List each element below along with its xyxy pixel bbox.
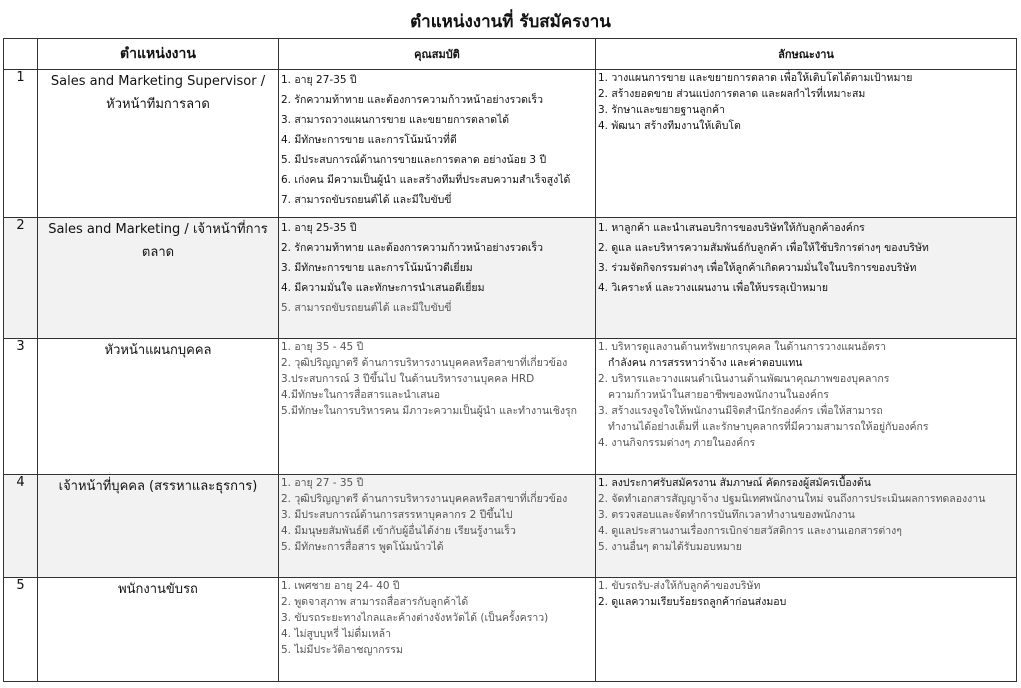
list-item: กำลังคน การสรรหาว่าจ้าง และค่าตอบแทน: [608, 357, 803, 369]
list-item: 2. วุฒิปริญญาตรี ด้านการบริหารงานบุคคลหรือสาขาที่เกี่ยวข้อง: [281, 493, 568, 505]
list-item: 3. ขับรถระยะทางไกลและค้างต่างจังหวัดได้ (เป็นครั้งคราว): [281, 612, 549, 624]
list-item: 3. ตรวจสอบและจัดทำการบันทึกเวลาทำงานของพนักงาน: [598, 509, 855, 521]
position-name: Sales and Marketing Supervisor / หัวหน้าทีมการลาด: [38, 70, 279, 218]
list-item: 1. เพศชาย อายุ 24- 40 ปี: [281, 580, 400, 592]
list-item: 1. อายุ 27 - 35 ปี: [281, 477, 364, 489]
list-item: 2. สร้างยอดขาย ส่วนแบ่งการตลาด และผลกำไรที่เหมาะสม: [598, 88, 866, 100]
duties-list: [596, 218, 1017, 339]
list-item: 1. อายุ 25-35 ปี: [281, 222, 357, 234]
list-item: 2. รักความท้าทาย และต้องการความก้าวหน้าอย่างรวดเร็ว: [281, 242, 544, 254]
list-item: 1. วางแผนการขาย และขยายการตลาด เพื่อให้เติบโตได้ตามเป้าหมาย: [598, 72, 913, 84]
qualifications-list: [279, 578, 596, 682]
qualifications-list: [279, 475, 596, 578]
list-item: 3. รักษาและขยายฐานลูกค้า: [598, 104, 725, 116]
list-item: 2. จัดทำเอกสารสัญญาจ้าง ปฐมนิเทศพนักงานใหม่ จนถึงการประเมินผลการทดลองงาน: [598, 493, 986, 505]
list-item: 2. รักความท้าทาย และต้องการความก้าวหน้าอย่างรวดเร็ว: [281, 94, 544, 106]
list-item: 5.มีทักษะในการบริหารคน มีภาวะความเป็นผู้นำ และทำงานเชิงรุก: [281, 405, 577, 417]
list-item: 2. วุฒิปริญญาตรี ด้านการบริหารงานบุคคลหรือสาขาที่เกี่ยวข้อง: [281, 357, 568, 369]
job-openings-table: [3, 38, 1017, 682]
list-item: 4. ไม่สูบบุหรี่ ไม่ดื่มเหล้า: [281, 628, 391, 640]
qualifications-list: [279, 218, 596, 339]
list-item: 4. มีความมั่นใจ และทักษะการนำเสนอดีเยี่ยม: [281, 282, 485, 294]
list-item: 3. สร้างแรงจูงใจให้พนักงานมีจิตสำนึกรักองค์กร เพื่อให้สามารถ: [598, 405, 883, 417]
list-item: 2. พูดจาสุภาพ สามารถสื่อสารกับลูกค้าได้: [281, 596, 469, 608]
list-item: 5. มีประสบการณ์ด้านการขายและการตลาด อย่างน้อย 3 ปี: [281, 154, 547, 166]
list-item: 1. ลงประกาศรับสมัครงาน สัมภาษณ์ คัดกรองผู้สมัครเบื้องต้น: [598, 477, 871, 489]
qualifications-list: [279, 339, 596, 475]
position-name: เจ้าหน้าที่บุคคล (สรรหาและธุรการ): [38, 475, 279, 578]
list-item: 5. สามารถขับรถยนต์ได้ และมีใบขับขี่: [281, 302, 452, 314]
list-item: 7. สามารถขับรถยนต์ได้ และมีใบขับขี่: [281, 194, 452, 206]
list-item: 4. ดูแลประสานงานเรื่องการเบิกจ่ายสวัสดิการ และงานเอกสารต่างๆ: [598, 525, 902, 537]
list-item: 2. ดูแลความเรียบร้อยรถลูกค้าก่อนส่งมอบ: [598, 596, 787, 608]
list-item: 2. บริหารและวางแผนดำเนินงานด้านพัฒนาคุณภาพของบุคลากร: [598, 373, 890, 385]
list-item: ทำงานได้อย่างเต็มที่ และรักษาบุคลากรที่มีความสามารถให้อยู่กับองค์กร: [608, 421, 929, 433]
list-item: 5. ไม่มีประวัติอาชญากรรม: [281, 644, 403, 656]
table-row: [4, 578, 1017, 682]
table-row: [4, 339, 1017, 475]
list-item: 1. หาลูกค้า และนำเสนอบริการของบริษัทให้กับลูกค้าองค์กร: [598, 222, 865, 234]
list-item: 5. งานอื่นๆ ตามได้รับมอบหมาย: [598, 541, 742, 553]
row-number: 4: [4, 475, 38, 578]
list-item: 5. มีทักษะการสื่อสาร พูดโน้มน้าวได้: [281, 541, 444, 553]
list-item: 3. ร่วมจัดกิจกรรมต่างๆ เพื่อให้ลูกค้าเกิดความมั่นใจในบริการของบริษัท: [598, 262, 917, 274]
list-item: 3. มีประสบการณ์ด้านการสรรหาบุคลากร 2 ปีขึ้นไป: [281, 509, 513, 521]
list-item: 1. อายุ 35 - 45 ปี: [281, 341, 364, 353]
header-number: [4, 39, 38, 70]
duties-list: [596, 339, 1017, 475]
duties-list: [596, 578, 1017, 682]
row-number: 5: [4, 578, 38, 682]
list-item: 1. บริหารดูแลงานด้านทรัพยากรบุคคล ในด้านการวางแผนอัตรา: [598, 341, 887, 353]
list-item: 4. วิเคราะห์ และวางแผนงาน เพื่อให้บรรลุเป้าหมาย: [598, 282, 828, 294]
list-item: 4. มีมนุษยสัมพันธ์ดี เข้ากับผู้อื่นได้ง่าย เรียนรู้งานเร็ว: [281, 525, 516, 537]
row-number: 3: [4, 339, 38, 475]
table-row: [4, 218, 1017, 339]
position-name: หัวหน้าแผนกบุคคล: [38, 339, 279, 475]
header-position: ตำแหน่งงาน: [38, 39, 279, 70]
header-duties: ลักษณะงาน: [596, 39, 1017, 70]
list-item: 4.มีทักษะในการสื่อสารและนำเสนอ: [281, 389, 441, 401]
table-row: [4, 475, 1017, 578]
table-row: [4, 70, 1017, 218]
qualifications-list: [279, 70, 596, 218]
list-item: 3. มีทักษะการขาย และการโน้มน้าวดีเยี่ยม: [281, 262, 473, 274]
list-item: 4. พัฒนา สร้างทีมงานให้เติบโต: [598, 120, 741, 132]
table-header-row: [4, 39, 1017, 70]
list-item: 1. อายุ 27-35 ปี: [281, 74, 357, 86]
position-name: พนักงานขับรถ: [38, 578, 279, 682]
position-name: Sales and Marketing / เจ้าหน้าที่การตลาด: [38, 218, 279, 339]
list-item: 2. ดูแล และบริหารความสัมพันธ์กับลูกค้า เพื่อให้ใช้บริการต่างๆ ของบริษัท: [598, 242, 929, 254]
list-item: 3. สามารถวางแผนการขาย และขยายการตลาดได้: [281, 114, 510, 126]
list-item: 6. เก่งคน มีความเป็นผู้นำ และสร้างทีมที่ประสบความสำเร็จสูงได้: [281, 174, 571, 186]
list-item: ความก้าวหน้าในสายอาชีพของพนักงานในองค์กร: [608, 389, 829, 401]
list-item: 1. ขับรถรับ-ส่งให้กับลูกค้าของบริษัท: [598, 580, 761, 592]
list-item: 4. งานกิจกรรมต่างๆ ภายในองค์กร: [598, 437, 756, 449]
header-qualifications: คุณสมบัติ: [279, 39, 596, 70]
duties-list: [596, 70, 1017, 218]
page-title: ตำแหน่งงานที่ รับสมัครงาน: [410, 12, 611, 32]
row-number: 2: [4, 218, 38, 339]
row-number: 1: [4, 70, 38, 218]
list-item: 4. มีทักษะการขาย และการโน้มน้าวที่ดี: [281, 134, 457, 146]
list-item: 3.ประสบการณ์ 3 ปีขึ้นไป ในด้านบริหารงานบุคคล HRD: [281, 373, 535, 385]
duties-list: [596, 475, 1017, 578]
